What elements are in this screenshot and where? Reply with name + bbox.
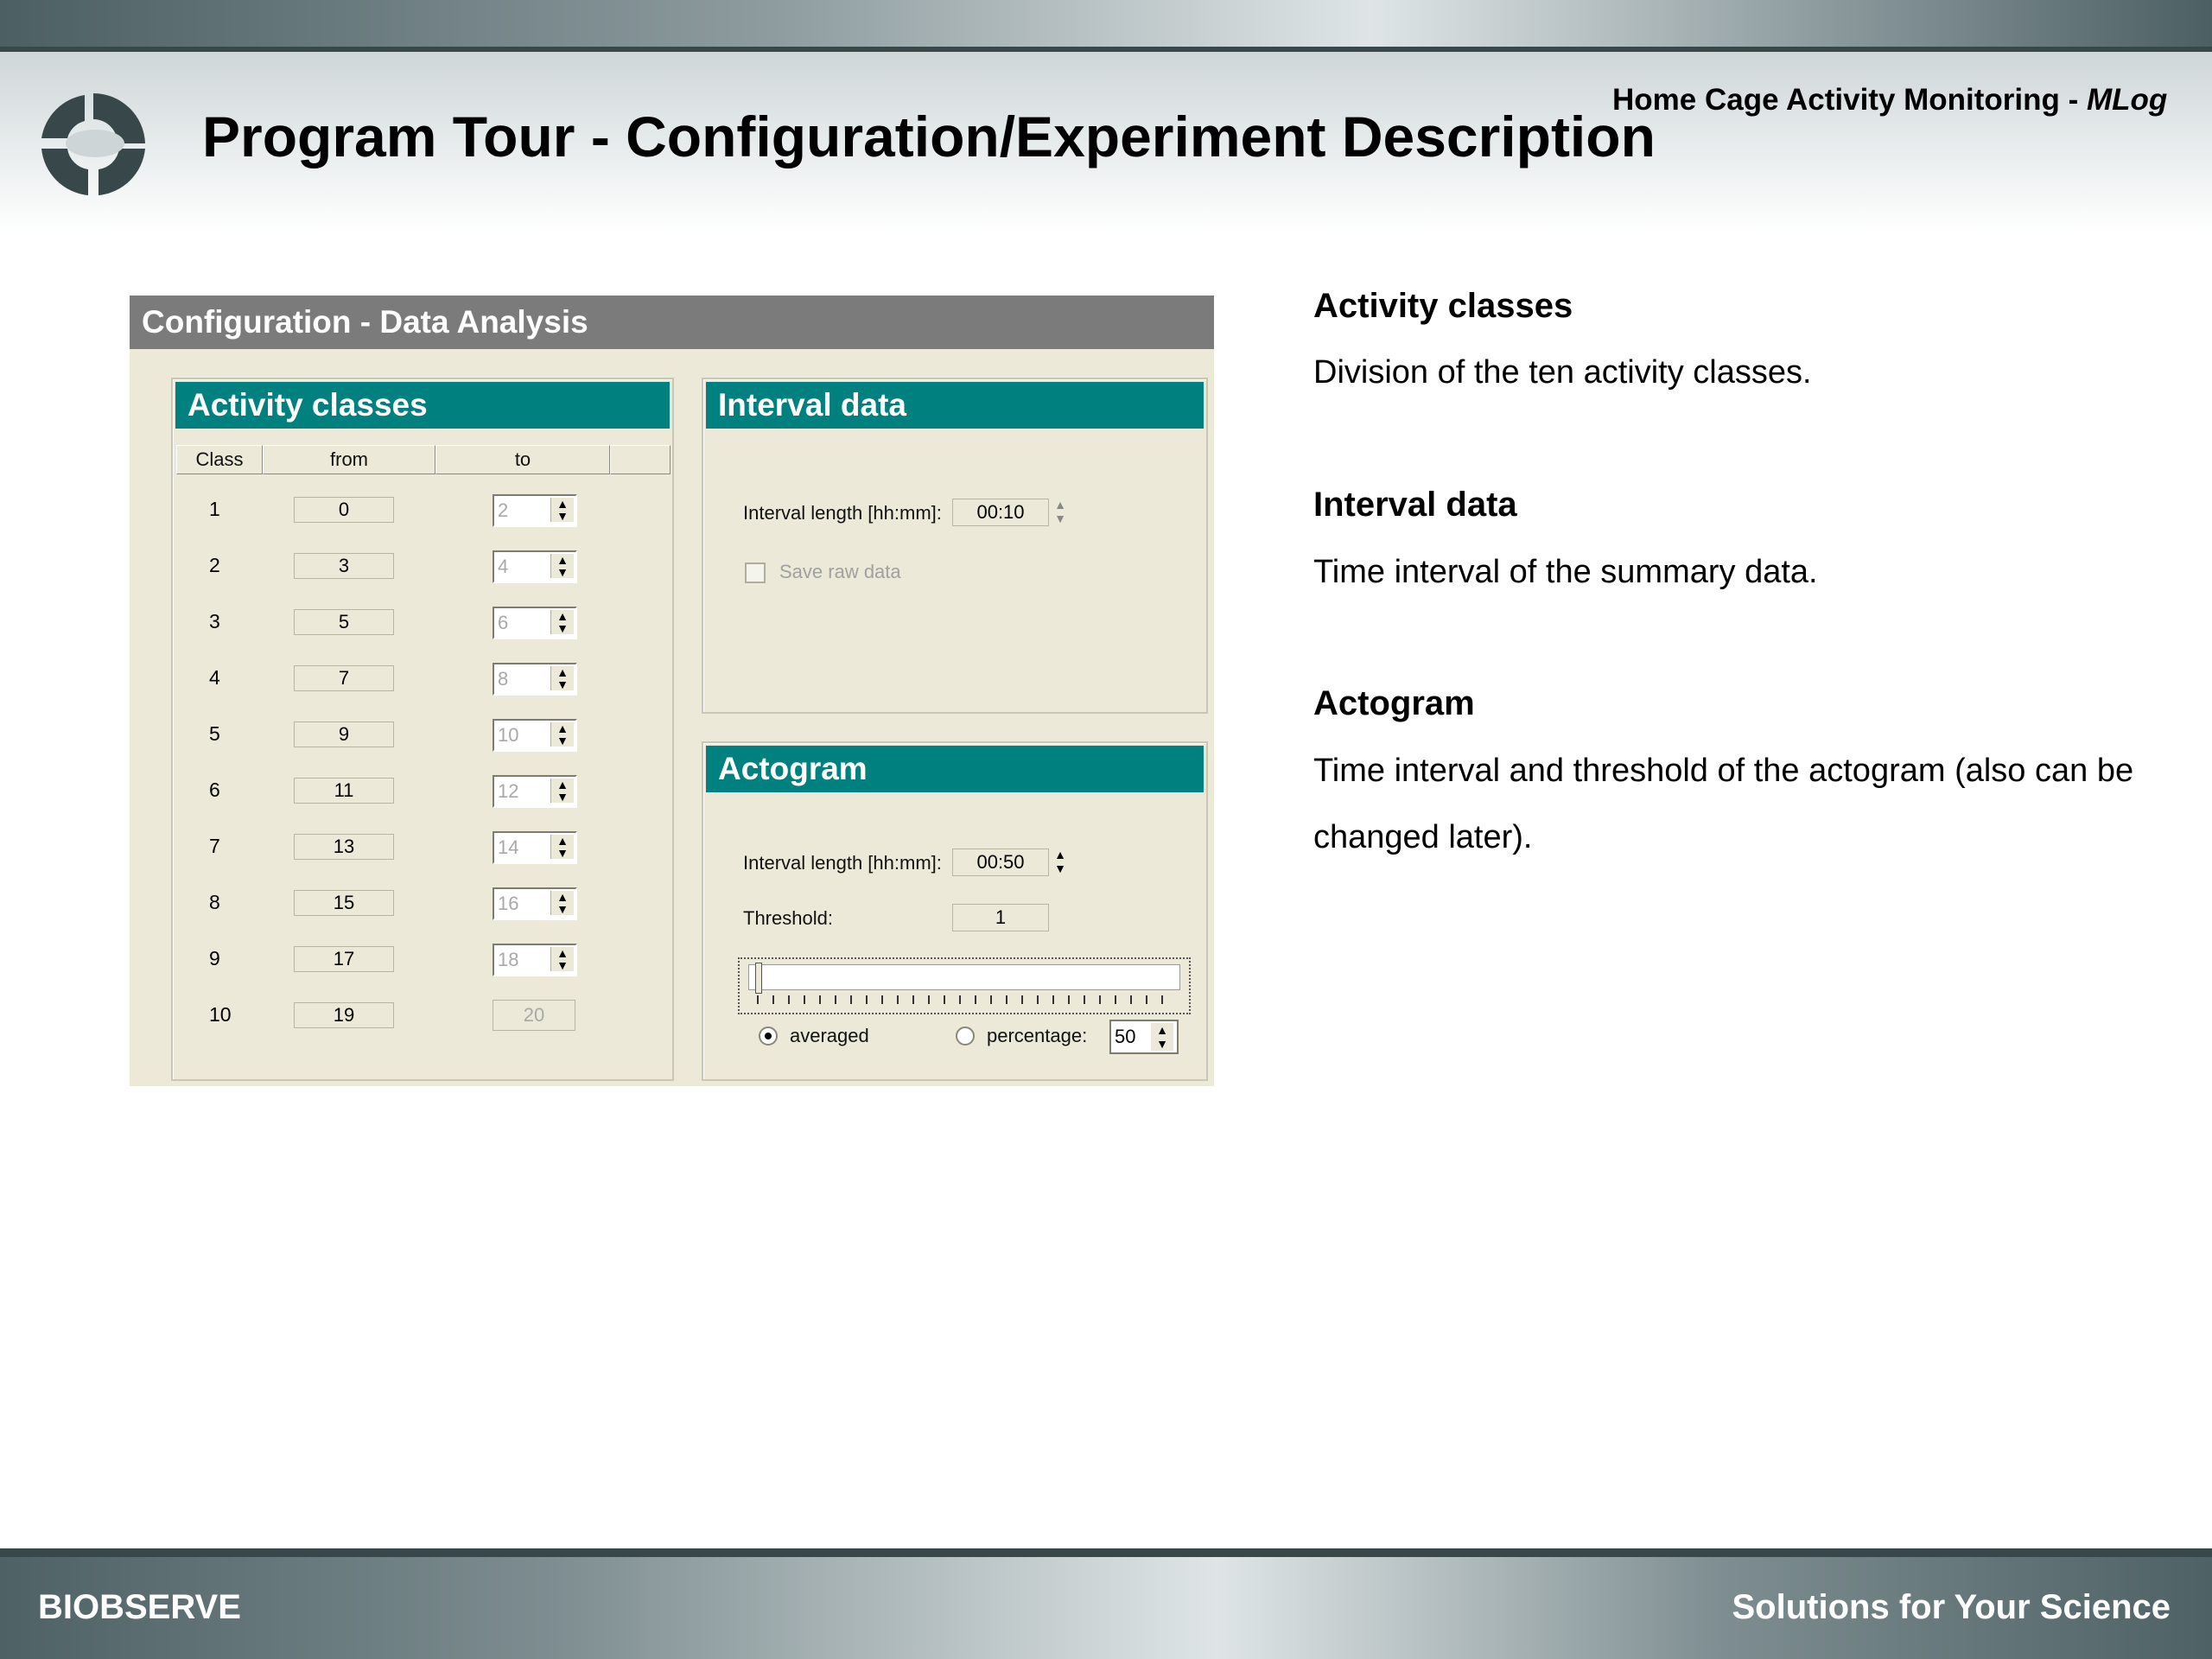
save-raw-data-label: Save raw data [779,561,901,582]
from-value: 7 [294,665,394,691]
column-header-class[interactable]: Class [176,445,263,474]
to-value[interactable]: 4 [498,556,509,577]
actogram-heading: Actogram [706,746,1204,792]
desc-heading-actogram: Actogram [1313,684,1475,722]
configuration-dialog [130,296,1214,1086]
to-value[interactable]: 2 [498,499,509,521]
to-value: 20 [523,1004,545,1026]
table-row [173,716,672,751]
class-number: 7 [209,835,220,857]
from-value: 17 [294,946,394,972]
desc-text-interval-data: Time interval of the summary data. [1313,554,1818,590]
slider-ticks [757,995,1175,1004]
spin-arrows-icon[interactable]: ▲ ▼ [550,610,574,634]
table-row [173,492,672,526]
from-value: 19 [294,1002,394,1028]
spin-arrows-icon[interactable]: ▲ ▼ [550,779,574,803]
desc-heading-activity-classes: Activity classes [1313,287,1573,325]
to-stepper[interactable] [493,719,577,752]
spin-arrows-icon[interactable]: ▲ ▼ [550,554,574,578]
to-value[interactable]: 10 [498,724,519,746]
table-row [173,829,672,863]
class-number: 8 [209,891,220,913]
activity-classes-group [171,378,674,1081]
from-value: 13 [294,834,394,860]
product-name [1612,83,2167,118]
spin-arrows-icon[interactable]: ▲ ▼ [550,835,574,859]
save-raw-data-checkbox[interactable] [745,563,766,583]
spin-arrows-icon[interactable]: ▲ ▼ [550,891,574,915]
spin-arrows-icon[interactable]: ▲ ▼ [1151,1023,1173,1051]
top-bar [0,0,2212,50]
interval-data-heading: Interval data [706,382,1204,429]
column-header-to[interactable]: to [435,445,610,474]
dialog-title-bar: Configuration - Data Analysis [130,296,1214,349]
table-row [173,997,672,1032]
class-number: 10 [209,1003,232,1026]
table-row [173,548,672,582]
percentage-label: percentage: [987,1025,1088,1046]
actogram-interval-length-input[interactable]: 00:50 [952,849,1049,876]
percentage-radio[interactable] [956,1027,975,1046]
to-stepper[interactable] [493,550,577,583]
from-value: 9 [294,721,394,747]
from-value: 11 [294,778,394,804]
footer-rule [0,1548,2212,1557]
column-header-spacer [610,445,671,474]
averaged-radio[interactable] [759,1027,778,1046]
footer-tagline: Solutions for Your Science [1732,1588,2171,1626]
spin-arrows-icon[interactable]: ▲ ▼ [550,498,574,522]
product-name-text: Home Cage Activity Monitoring - [1612,83,2088,117]
class-number: 6 [209,779,220,801]
to-value[interactable]: 6 [498,612,509,633]
to-stepper[interactable] [493,887,577,920]
slider-track[interactable] [748,964,1180,990]
to-stepper[interactable] [493,663,577,696]
class-number: 1 [209,498,220,520]
class-number: 4 [209,666,220,689]
table-row [173,772,672,807]
threshold-slider[interactable] [738,957,1191,1014]
spin-arrows-icon[interactable]: ▲ ▼ [1049,498,1071,525]
interval-data-group [702,378,1208,714]
to-stepper[interactable] [493,607,577,639]
table-row [173,660,672,695]
to-value[interactable]: 18 [498,949,519,970]
to-stepper[interactable] [493,944,577,976]
interval-length-input[interactable]: 00:10 [952,499,1049,526]
from-value: 15 [294,890,394,916]
threshold-input[interactable]: 1 [952,904,1049,931]
spin-arrows-icon[interactable]: ▲ ▼ [1049,848,1071,875]
desc-text-actogram: Time interval and threshold of the actogram (also can be changed later). [1313,753,2134,855]
spin-arrows-icon[interactable]: ▲ ▼ [550,666,574,690]
to-value[interactable]: 16 [498,893,519,914]
class-number: 3 [209,610,220,632]
class-number: 2 [209,554,220,576]
activity-classes-heading: Activity classes [175,382,670,429]
table-row [173,604,672,639]
table-row [173,941,672,976]
from-value: 3 [294,553,394,579]
column-header-from[interactable]: from [263,445,435,474]
to-value[interactable]: 8 [498,668,509,690]
to-stepper[interactable] [493,775,577,808]
to-stepper[interactable] [493,494,577,527]
actogram-interval-length-label: Interval length [hh:mm]: [743,852,942,874]
slide-title: Program Tour - Configuration/Experiment Description [202,105,1656,168]
spin-arrows-icon[interactable]: ▲ ▼ [550,947,574,971]
class-number: 9 [209,947,220,969]
to-value[interactable]: 14 [498,836,519,858]
desc-text-activity-classes: Division of the ten activity classes. [1313,354,1812,391]
footer-brand: BIOBSERVE [38,1588,241,1626]
class-number: 5 [209,722,220,745]
table-row [173,885,672,919]
from-value: 0 [294,497,394,523]
to-stepper[interactable] [493,831,577,864]
percentage-value[interactable]: 50 [1115,1026,1136,1047]
biobserve-logo-icon [35,90,152,197]
to-value-disabled [493,1000,575,1031]
averaged-label: averaged [790,1025,869,1046]
from-value: 5 [294,609,394,635]
desc-heading-interval-data: Interval data [1313,486,1517,524]
threshold-label: Threshold: [743,907,833,929]
product-app-name: MLog [2087,83,2168,117]
spin-arrows-icon[interactable]: ▲ ▼ [550,722,574,747]
interval-length-label: Interval length [hh:mm]: [743,502,942,524]
slider-handle[interactable] [755,963,762,994]
to-value[interactable]: 12 [498,780,519,802]
actogram-group [702,741,1208,1081]
